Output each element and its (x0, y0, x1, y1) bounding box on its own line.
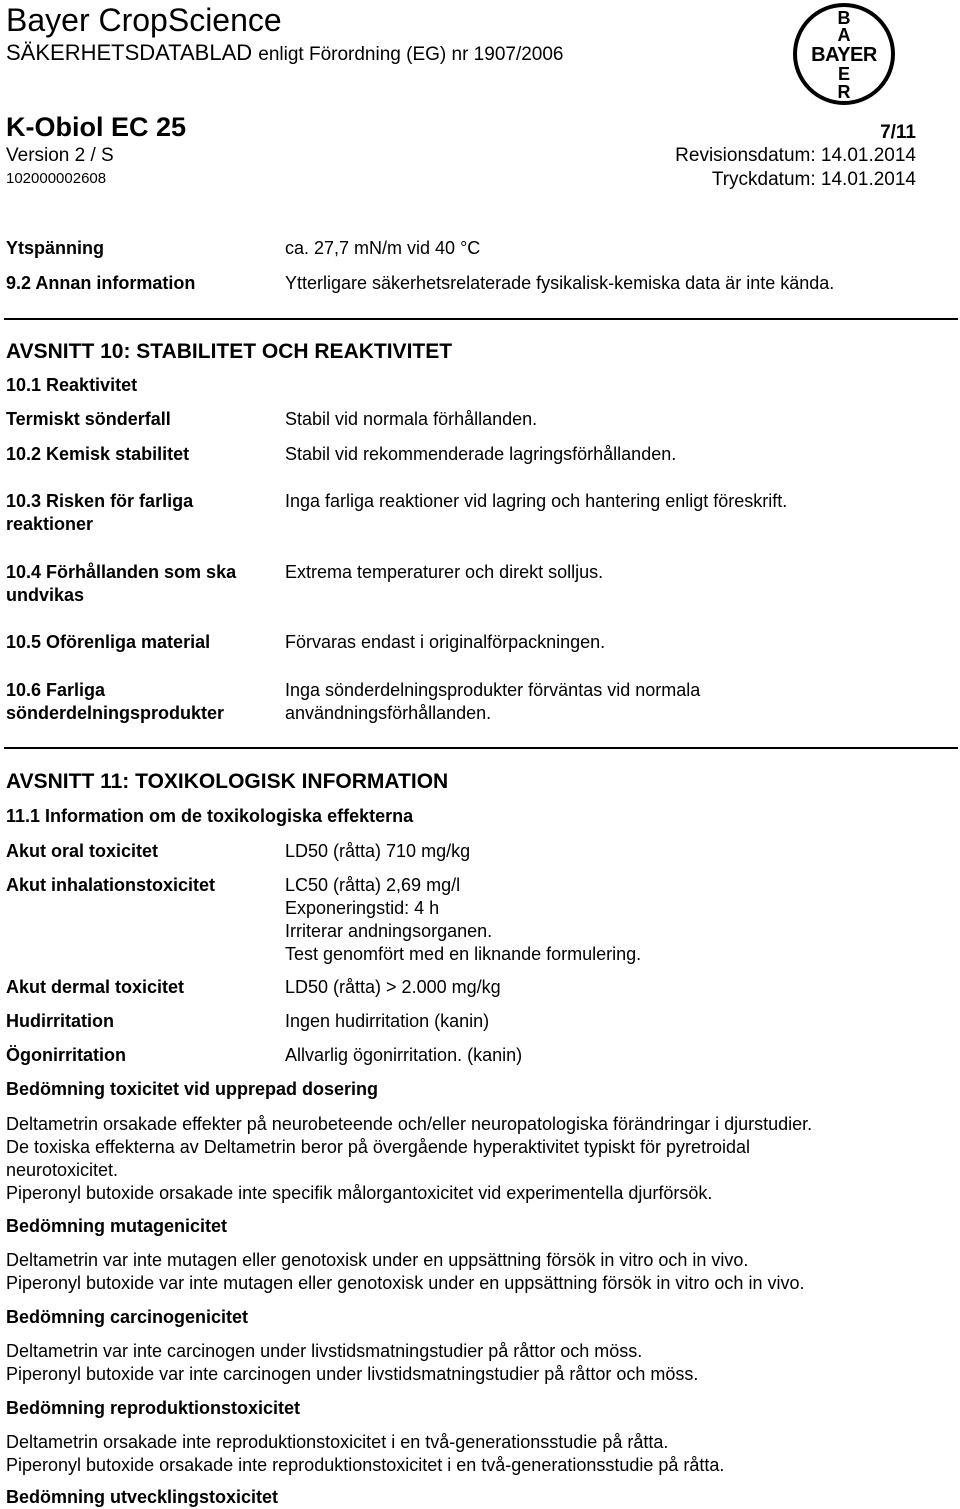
incompatible-value: Förvaras endast i originalförpackningen. (285, 632, 606, 652)
hazardous-reactions-value: Inga farliga reaktioner vid lagring och hantering enligt föreskrift. (285, 491, 788, 511)
dermal-toxicity-label: Akut dermal toxicitet (6, 977, 185, 997)
chem-stability-value: Stabil vid rekommenderade lagringsförhållanden. (285, 444, 677, 464)
inhalation-line: Test genomfört med en liknande formulering. (285, 944, 642, 964)
page-number: 7/11 (880, 122, 916, 143)
inhalation-line: LC50 (råtta) 2,69 mg/l (285, 875, 461, 895)
paragraph-line: Deltametrin var inte carcinogen under livstidsmatningstudier på råttor och möss. (6, 1341, 643, 1361)
paragraph-line: neurotoxicitet. (6, 1160, 119, 1180)
bayer-cross-logo (792, 2, 896, 106)
sds-title-main: SÄKERHETSDATABLAD (6, 40, 253, 65)
document-number: 102000002608 (6, 170, 107, 187)
eye-irritation-label: Ögonirritation (6, 1045, 126, 1065)
thermal-value: Stabil vid normala förhållanden. (285, 409, 538, 429)
paragraph-line: Piperonyl butoxide var inte mutagen eller genotoxisk under en uppsättning försök in vitro och in vivo. (6, 1273, 805, 1293)
product-name: K-Obiol EC 25 (6, 112, 187, 142)
incompatible-label: 10.5 Oförenliga material (6, 632, 211, 652)
paragraph-line: Piperonyl butoxide orsakade inte reproduktionstoxicitet i en två-generationsstudie på råtta. (6, 1455, 725, 1475)
sds-regulation: enligt Förordning (EG) nr 1907/2006 (258, 44, 564, 65)
paragraph-line: Deltametrin orsakade effekter på neurobeteende och/eller neuropatologiska förändringar i djurstudier. (6, 1114, 813, 1134)
sds-title (6, 40, 564, 66)
logo-letter-e: E (837, 64, 851, 84)
chem-stability-label: 10.2 Kemisk stabilitet (6, 444, 190, 464)
paragraph-line: De toxiska effekterna av Deltametrin beror på övergående hyperaktivitet typiskt för pyretroidal (6, 1137, 751, 1157)
paragraph-line: Deltametrin var inte mutagen eller genotoxisk under en uppsättning försök in vitro och in vivo. (6, 1250, 749, 1270)
company-name: Bayer CropScience (6, 2, 282, 38)
section-10-title: AVSNITT 10: STABILITET OCH REAKTIVITET (6, 340, 453, 363)
hazardous-reactions-label: 10.3 Risken för farliga reaktioner (6, 491, 194, 534)
decomposition-label: 10.6 Farliga sönderdelningsprodukter (6, 680, 225, 723)
surface-tension-value: ca. 27,7 mN/m vid 40 °C (285, 238, 481, 258)
skin-irritation-label: Hudirritation (6, 1011, 114, 1031)
decomposition-value: Inga sönderdelningsprodukter förväntas vid normala användningsförhållanden. (285, 680, 701, 723)
repeated-dose-heading: Bedömning toxicitet vid upprepad dosering (6, 1079, 379, 1099)
conditions-label: 10.4 Förhållanden som ska undvikas (6, 562, 237, 605)
paragraph-line: Piperonyl butoxide var inte carcinogen under livstidsmatningstudier på råttor och möss. (6, 1364, 699, 1384)
thermal-label: Termiskt sönderfall (6, 409, 171, 429)
reactivity-heading: 10.1 Reaktivitet (6, 375, 138, 395)
paragraph-line: Deltametrin orsakade inte reproduktionstoxicitet i en två-generationsstudie på råtta. (6, 1432, 669, 1452)
conditions-value: Extrema temperaturer och direkt solljus. (285, 562, 604, 582)
skin-irritation-value: Ingen hudirritation (kanin) (285, 1011, 490, 1031)
oral-toxicity-label: Akut oral toxicitet (6, 841, 159, 861)
inhalation-toxicity-label: Akut inhalationstoxicitet (6, 875, 216, 895)
logo-letter-b: B (837, 8, 851, 28)
paragraph-line: Piperonyl butoxide orsakade inte specifik målorgantoxicitet vid experimentella djurförsök. (6, 1183, 713, 1203)
print-date: Tryckdatum: 14.01.2014 (711, 169, 916, 190)
logo-letter-a: A (837, 25, 851, 45)
version: Version 2 / S (6, 145, 114, 166)
section-11-title: AVSNITT 11: TOXIKOLOGISK INFORMATION (6, 770, 449, 793)
oral-toxicity-value: LD50 (råtta) 710 mg/kg (285, 841, 471, 861)
developmental-heading: Bedömning utvecklingstoxicitet (6, 1487, 279, 1507)
section-divider (4, 747, 958, 749)
reproductive-heading: Bedömning reproduktionstoxicitet (6, 1398, 301, 1418)
other-info-label: 9.2 Annan information (6, 273, 196, 293)
revision-date: Revisionsdatum: 14.01.2014 (675, 145, 916, 166)
inhalation-line: Irriterar andningsorganen. (285, 921, 493, 941)
inhalation-line: Exponeringstid: 4 h (285, 898, 440, 918)
section-divider (4, 318, 958, 320)
mutagenicity-heading: Bedömning mutagenicitet (6, 1216, 228, 1236)
other-info-value: Ytterligare säkerhetsrelaterade fysikalisk-kemiska data är inte kända. (285, 273, 835, 293)
carcinogenicity-heading: Bedömning carcinogenicitet (6, 1307, 249, 1327)
logo-word: BAYER (811, 44, 877, 66)
section-11-subtitle: 11.1 Information om de toxikologiska effekterna (6, 806, 414, 826)
eye-irritation-value: Allvarlig ögonirritation. (kanin) (285, 1045, 523, 1065)
logo-letter-r: R (837, 82, 851, 102)
surface-tension-label: Ytspänning (6, 238, 104, 258)
dermal-toxicity-value: LD50 (råtta) > 2.000 mg/kg (285, 977, 501, 997)
